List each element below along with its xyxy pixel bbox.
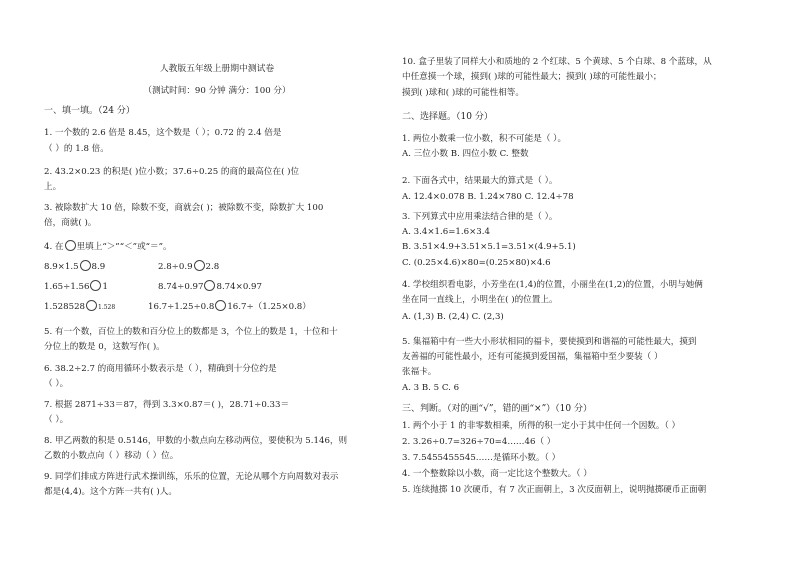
q1-line2: （ ）的 1.8 倍。 (44, 144, 109, 154)
c2-options: A. 12.4×0.078 B. 1.24×780 C. 12.4÷78 (402, 192, 574, 202)
answer-circle[interactable] (80, 260, 91, 271)
q9-line2: 都是(4,4)。这个方阵一共有( )人。 (44, 487, 177, 497)
answer-circle[interactable] (90, 280, 101, 291)
q7-line2: （ ）。 (44, 415, 69, 425)
c3-option-b: B. 3.51×4.9+3.51×5.1=3.51×(4.9+5.1) (402, 242, 576, 252)
q8-line2: 乙数的小数点向（ ）移动（ ）位。 (44, 451, 179, 461)
cmp6-right: 16.7÷（1.25×0.8） (227, 302, 311, 312)
compare-row-3b (148, 300, 311, 313)
j4: 4. 一个整数除以小数，商一定比这个整数大。（ ） (402, 469, 592, 479)
q7-line1: 7. 根据 2871÷33＝87，得到 3.3×0.87＝( )，28.71÷0.33＝ (44, 400, 290, 410)
cmp2-right: 2.8 (205, 262, 220, 272)
compare-row-2b (158, 280, 262, 293)
cmp1-left: 8.9×1.5 (44, 262, 79, 272)
section-judge: 三、判断。（对的画“√”，错的画“×”）（10 分） (402, 404, 592, 414)
compare-circle (65, 240, 76, 251)
compare-row-3 (44, 300, 115, 313)
cmp2-left: 2.8÷0.9 (158, 262, 193, 272)
q9-line1: 9. 同学们排成方阵进行武术操训练，乐乐的位置，无论从哪个方向周数对表示 (44, 472, 339, 482)
j5: 5. 连续抛掷 10 次硬币，有 7 次正面朝上，3 次反面朝上，说明抛掷硬币正面朝 (402, 485, 707, 495)
q8-line1: 8. 甲乙两数的积是 0.5146，甲数的小数点向左移动两位，要使积为 5.146，则 (44, 436, 348, 446)
q5-line2: 分位上的数是 0，这数写作( )。 (44, 342, 165, 352)
c4-options: A. (1,3) B. (2,4) C. (2,3) (402, 312, 504, 322)
c4-line1: 4. 学校组织看电影，小芳坐在(1,4)的位置，小丽坐在(1,2)的位置，小明与她俩 (402, 280, 703, 290)
cmp4-left: 8.74÷0.97 (158, 282, 204, 292)
answer-circle[interactable] (86, 300, 97, 311)
q3-line2: 倍，商就( )。 (44, 218, 97, 228)
c2-stem: 2. 下面各式中，结果最大的算式是（ ）。 (402, 176, 558, 186)
answer-circle[interactable] (194, 260, 205, 271)
compare-row-1b (158, 260, 219, 273)
q6-line1: 6. 38.2÷2.7 的商用循环小数表示是（ ），精确到十分位约是 (44, 364, 277, 374)
cmp5-left: 1.528528 (44, 302, 86, 312)
q4-prefix: 4. 在 (44, 242, 64, 252)
cmp6-left: 16.7÷1.25÷0.8 (148, 302, 215, 312)
c4-line2: 坐在同一直线上，小明坐在( )的位置上。 (402, 295, 558, 305)
exam-title: 人教版五年级上册期中测试卷 (159, 64, 275, 74)
c1-options: A. 三位小数 B. 四位小数 C. 整数 (402, 149, 529, 159)
cmp3-left: 1.65÷1.56 (44, 282, 90, 292)
answer-circle[interactable] (204, 280, 215, 291)
c1-stem: 1. 两位小数乘一位小数，积不可能是（ ）。 (402, 134, 567, 144)
cmp5-right: 1.528 (98, 304, 116, 311)
section-choice: 二、选择题。（10 分） (402, 112, 493, 122)
c5-options: A. 3 B. 5 C. 6 (402, 383, 460, 393)
q2-line2: 上。 (44, 182, 62, 192)
compare-row-2 (44, 280, 108, 293)
answer-circle[interactable] (215, 300, 226, 311)
q6-line2: （ ）。 (44, 379, 69, 389)
q3-line1: 3. 被除数扩大 10 倍，除数不变，商就会( )；被除数不变，除数扩大 100 (44, 203, 324, 213)
q2-line1: 2. 43.2×0.23 的积是( )位小数；37.6÷0.25 的商的最高位在( )位 (44, 167, 300, 177)
c5-line1: 5. 集福箱中有一些大小形状相同的福卡，要使摸到和谐福的可能性最大，摸到 (402, 337, 697, 347)
c5-line2: 友善福的可能性最小，还有可能摸到爱国福，集福箱中至少要装（ ） (402, 352, 663, 362)
cmp3-right: 1 (102, 282, 108, 292)
q10-line2: 中任意摸一个球，摸到( )球的可能性最大；摸到( )球的可能性最小； (402, 72, 662, 82)
q4-suffix: 里填上“＞”“＜”或“＝”。 (76, 242, 172, 252)
j2: 2. 3.26÷0.7=326÷70=4……46（ ） (402, 437, 556, 447)
j1: 1. 两个小于 1 的非零数相乘，所得的积一定小于其中任何一个因数。（ ） (402, 421, 681, 431)
cmp1-right: 8.9 (91, 262, 106, 272)
q1-line1: 1. 一个数的 2.6 倍是 8.45，这个数是（ ）；0.72 的 2.4 倍是 (44, 128, 282, 138)
c3-option-c: C. (0.25×4.6)×80=(0.25×80)×4.6 (402, 258, 551, 268)
q5-line1: 5. 有一个数，百位上的数和百分位上的数都是 3，个位上的数是 1，十位和十 (44, 327, 338, 337)
exam-subtitle: （测试时间：90 分钟 满分：100 分） (143, 86, 291, 96)
c3-option-a: A. 3.4×1.6=1.6×3.4 (402, 227, 490, 237)
q10-line3: 摸到( )球和( )球的可能性相等。 (402, 88, 524, 98)
compare-row-1 (44, 260, 105, 273)
section-fill-in: 一、填一填。（24 分） (44, 106, 135, 116)
c3-stem: 3. 下列算式中应用乘法结合律的是（ ）。 (402, 212, 558, 222)
q4-line (44, 240, 172, 253)
c5-line3: 张福卡。 (402, 367, 437, 377)
q10-line1: 10. 盒子里装了同样大小和质地的 2 个红球、5 个黄球、5 个白球、8 个蓝球，从 (402, 57, 712, 67)
cmp4-right: 8.74×0.97 (216, 282, 262, 292)
j3: 3. 7.5455455545……是循环小数。（ ） (402, 453, 561, 463)
